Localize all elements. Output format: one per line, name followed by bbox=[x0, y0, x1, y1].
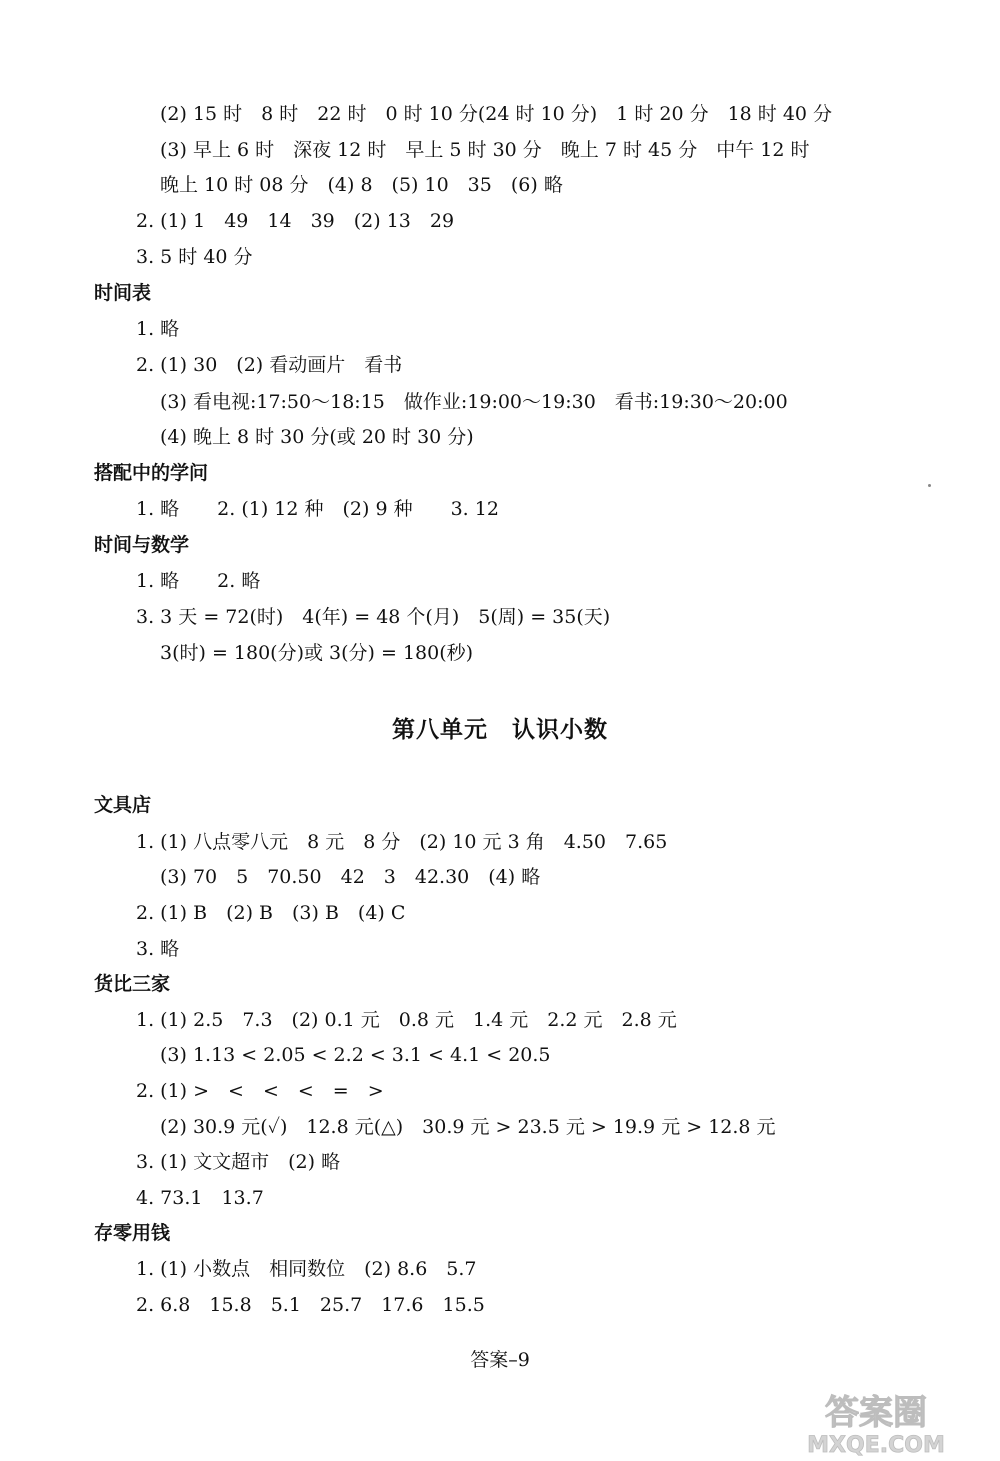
answer-line: 2. (1) B (2) B (3) B (4) C bbox=[136, 902, 406, 924]
watermark-logo bbox=[760, 1388, 992, 1458]
section-heading-stationery: 文具店 bbox=[94, 794, 152, 816]
answer-line: 1. 略 bbox=[136, 318, 180, 340]
answer-line: 3. 5 时 40 分 bbox=[136, 246, 253, 268]
answer-line: 3. 3 天 = 72(时) 4(年) = 48 个(月) 5(周) = 35(天) bbox=[136, 606, 611, 628]
answer-line: 3. 略 bbox=[136, 938, 180, 960]
scan-speck bbox=[928, 484, 931, 487]
answer-line: 1. (1) 八点零八元 8 元 8 分 (2) 10 元 3 角 4.50 7.65 bbox=[136, 831, 668, 853]
answer-line: (3) 看电视:17:50～18:15 做作业:19:00～19:30 看书:19:30～20:00 bbox=[160, 391, 788, 413]
answer-line: (3) 70 5 70.50 42 3 42.30 (4) 略 bbox=[160, 866, 541, 888]
answer-line: (2) 15 时 8 时 22 时 0 时 10 分(24 时 10 分) 1 时 20 分 18 时 40 分 bbox=[160, 103, 833, 125]
answer-line: 晚上 10 时 08 分 (4) 8 (5) 10 35 (6) 略 bbox=[160, 174, 563, 196]
answer-line: 1. 略 2. (1) 12 种 (2) 9 种 3. 12 bbox=[136, 498, 499, 520]
section-heading-compare-shops: 货比三家 bbox=[94, 973, 171, 995]
section-heading-time-math: 时间与数学 bbox=[94, 534, 190, 556]
answer-line: (3) 早上 6 时 深夜 12 时 早上 5 时 30 分 晚上 7 时 45 分 中午 12 时 bbox=[160, 139, 810, 161]
section-heading-matching: 搭配中的学问 bbox=[94, 462, 209, 484]
section-heading-timetable: 时间表 bbox=[94, 282, 152, 304]
page-number: 答案–9 bbox=[470, 1349, 530, 1371]
answer-line: 2. (1) 1 49 14 39 (2) 13 29 bbox=[136, 210, 455, 232]
answer-line: 4. 73.1 13.7 bbox=[136, 1187, 264, 1209]
answer-line: 3. (1) 文文超市 (2) 略 bbox=[136, 1151, 341, 1173]
answer-line: 2. (1) > < < < = > bbox=[136, 1080, 384, 1102]
answer-line: 1. (1) 小数点 相同数位 (2) 8.6 5.7 bbox=[136, 1258, 477, 1280]
answer-line: 3(时) = 180(分)或 3(分) = 180(秒) bbox=[160, 642, 474, 664]
watermark-bottom-text: MXQE.COM bbox=[807, 1433, 945, 1458]
answer-line: (3) 1.13 < 2.05 < 2.2 < 3.1 < 4.1 < 20.5 bbox=[160, 1044, 551, 1066]
answer-line: 1. (1) 2.5 7.3 (2) 0.1 元 0.8 元 1.4 元 2.2 元 2.8 元 bbox=[136, 1009, 677, 1031]
answer-line: 2. 6.8 15.8 5.1 25.7 17.6 15.5 bbox=[136, 1294, 485, 1316]
answer-line: (4) 晚上 8 时 30 分(或 20 时 30 分) bbox=[160, 426, 474, 448]
watermark-top-text: 答案圈 bbox=[825, 1393, 927, 1433]
section-heading-pocket-money: 存零用钱 bbox=[94, 1222, 171, 1244]
answer-line: (2) 30.9 元(✓) 12.8 元(△) 30.9 元 > 23.5 元 > 19.9 元 > 12.8 元 bbox=[160, 1116, 776, 1138]
answer-line: 1. 略 2. 略 bbox=[136, 570, 261, 592]
unit-title: 第八单元 认识小数 bbox=[392, 717, 608, 743]
answer-line: 2. (1) 30 (2) 看动画片 看书 bbox=[136, 354, 403, 376]
